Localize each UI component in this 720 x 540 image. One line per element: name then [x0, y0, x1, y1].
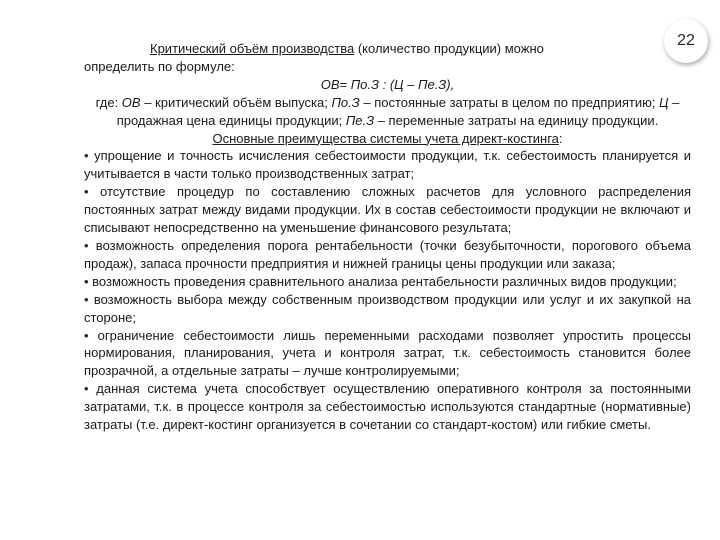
critical-volume-term: Критический объём производства	[150, 41, 355, 56]
advantages-heading-text: Основные преимущества системы учета директ-костинга	[212, 130, 559, 146]
bullet-item: • отсутствие процедур по составлению сложных расчетов для условного распределения постоянных затрат между видами продукции. Их в состав себестоимости продукции не включают и списывают непосредственно на уменьшение финансового результата;	[84, 184, 691, 236]
formula-explanation	[84, 94, 691, 130]
bullet-item: • возможность выбора между собственным производством продукции или услуг и их закупкой на стороне;	[84, 291, 691, 325]
price-description: – продажная цена единицы продукции;	[116, 94, 680, 128]
poz-description: – постоянные затраты в целом по предприятию;	[359, 94, 660, 110]
ov-description: – критический объём выпуска;	[140, 94, 332, 110]
advantages-heading-suffix: :	[558, 130, 563, 146]
price-symbol: Ц	[659, 94, 669, 110]
pez-symbol: Пе.З	[345, 112, 375, 128]
intro-line	[84, 40, 691, 58]
bullet-item: • ограничение себестоимости лишь переменными расходами позволяет упростить процессы нормирования, планирования, учета и контроля затрат, т.к. себестоимость становится более прозрачной, а отдельные затраты – лучше контролируемыми;	[84, 327, 691, 379]
formula: ОВ= По.З : (Ц – Пе.З),	[320, 76, 455, 92]
pez-description: – переменные затраты на единицу продукции.	[374, 112, 659, 128]
intro-line-2: определить по формуле:	[84, 58, 235, 74]
slide-body	[84, 40, 691, 434]
bullet-item: • упрощение и точность исчисления себестоимости продукции, т.к. себестоимость планируется и учитывается в части только производственных затрат;	[84, 148, 691, 182]
intro-rest: (количество продукции) можно	[354, 41, 544, 56]
page-number-badge: 22	[664, 19, 708, 63]
advantages-heading	[84, 130, 691, 148]
bullet-item: • возможность определения порога рентабельности (точки безубыточности, порогового объема продаж), запаса прочности предприятия и нижней границы цены продукции или заказа;	[84, 237, 691, 271]
ov-symbol: ОВ	[121, 94, 141, 110]
where-label: где:	[95, 94, 122, 110]
bullet-item: • данная система учета способствует осуществлению оперативного контроля за постоянными затратами, т.к. в процессе контроля за себестоимостью используются стандартные (нормативные) затраты (т.е. директ-костинг организуется в сочетании со стандарт-костом) или гибкие сметы.	[84, 381, 691, 433]
bullet-item: • возможность проведения сравнительного анализа рентабельности различных видов продукции;	[84, 273, 677, 289]
poz-symbol: По.З	[331, 94, 360, 110]
